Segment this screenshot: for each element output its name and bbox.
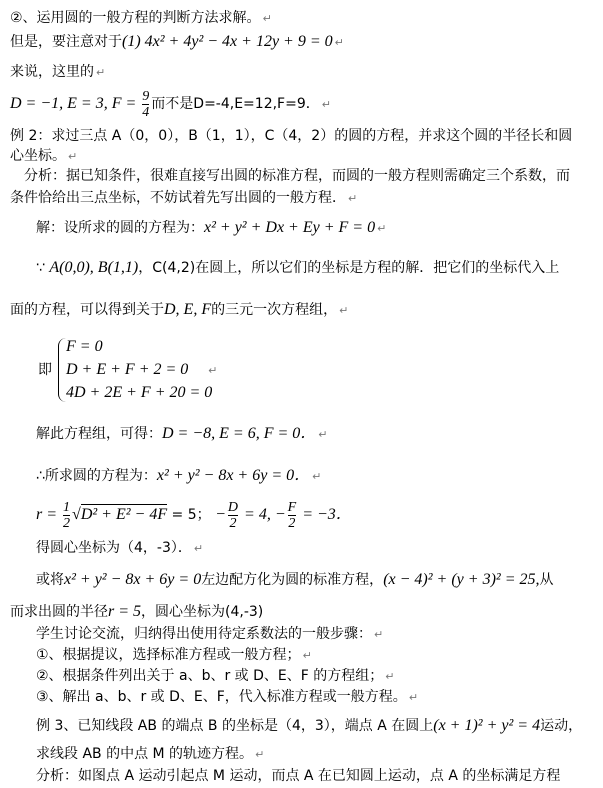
text-line: ∵ A(0,0), B(1,1)，C(4,2)在圆上，所以它们的坐标是方程的解．把它们的坐标代入上	[36, 259, 560, 276]
text-line: 分析：如图点 A 运动引起点 M 运动，而点 A 在已知圆上运动，点 A 的坐标满足方程	[36, 768, 561, 784]
equation-row: D + E + F + 2 = 0 ↵	[66, 361, 218, 378]
text-line: 或将x² + y² − 8x + 6y = 0左边配方化为圆的标准方程，(x − 4)² + (y + 3)² = 25,从	[36, 571, 554, 588]
text-line: 例 3、已知线段 AB 的端点 B 的坐标是（4，3），端点 A 在圆上(x + 1)² + y² = 4运动，	[36, 717, 583, 734]
text-line: 心坐标。 ↵	[10, 148, 78, 164]
text-line: 条件恰给出三点坐标，不妨试着先写出圆的一般方程． ↵	[10, 190, 358, 206]
text-line: 解：设所求的圆的方程为：x² + y² + Dx + Ey + F = 0 ↵	[36, 219, 387, 236]
text-line: 例 2：求过三点 A（0，0），B（1，1），C（4，2）的圆的方程，并求这个圆的半径长和圆	[10, 128, 573, 144]
text-line: ∴所求圆的方程为：x² + y² − 8x + 6y = 0． ↵	[36, 467, 322, 484]
text-line: 解此方程组，可得：D = −8, E = 6, F = 0． ↵	[36, 425, 328, 442]
text-line: 来说，这里的 ↵	[10, 64, 106, 80]
text-line: r = $\frac{1}{2}$ √D² + E² − 4F = 5； − $\frac{D}{2}$ = 4, − $\frac{F}{2}$ = −3．	[36, 499, 352, 531]
text-line: 而求出圆的半径r = 5，圆心坐标为(4,-3)	[10, 603, 264, 620]
text-line: 求线段 AB 的中点 M 的轨迹方程。 ↵	[36, 746, 265, 762]
text-line: 即	[38, 362, 52, 378]
text-line: 分析：据已知条件，很难直接写出圆的标准方程，而圆的一般方程则需确定三个系数，而	[24, 168, 570, 184]
equation-row: F = 0	[66, 338, 103, 355]
text-line: ③、解出 a、b、r 或 D、E、F，代入标准方程或一般方程。 ↵	[36, 689, 419, 705]
equation-row: 4D + 2E + F + 20 = 0	[66, 384, 213, 401]
text-line: 学生讨论交流，归纳得出使用待定系数法的一般步骤： ↵	[36, 626, 384, 642]
text-line: ②、根据条件列出关于 a、b、r 或 D、E、F 的方程组； ↵	[36, 668, 395, 684]
text-line: 但是，要注意对于(1) 4x² + 4y² − 4x + 12y + 9 = 0 ↵	[10, 33, 344, 50]
text-line: ①、根据提议，选择标准方程或一般方程； ↵	[36, 647, 312, 663]
text-line: D = −1, E = 3, F = $\frac{9}{4}$ 而不是D=-4,E=12,F=9． ↵	[10, 88, 331, 120]
text-line: 面的方程，可以得到关于D, E, F的三元一次方程组， ↵	[10, 301, 349, 318]
text-line: ②、运用圆的一般方程的判断方法求解。 ↵	[10, 10, 272, 26]
text-line: 得圆心坐标为（4，-3）． ↵	[36, 540, 204, 556]
